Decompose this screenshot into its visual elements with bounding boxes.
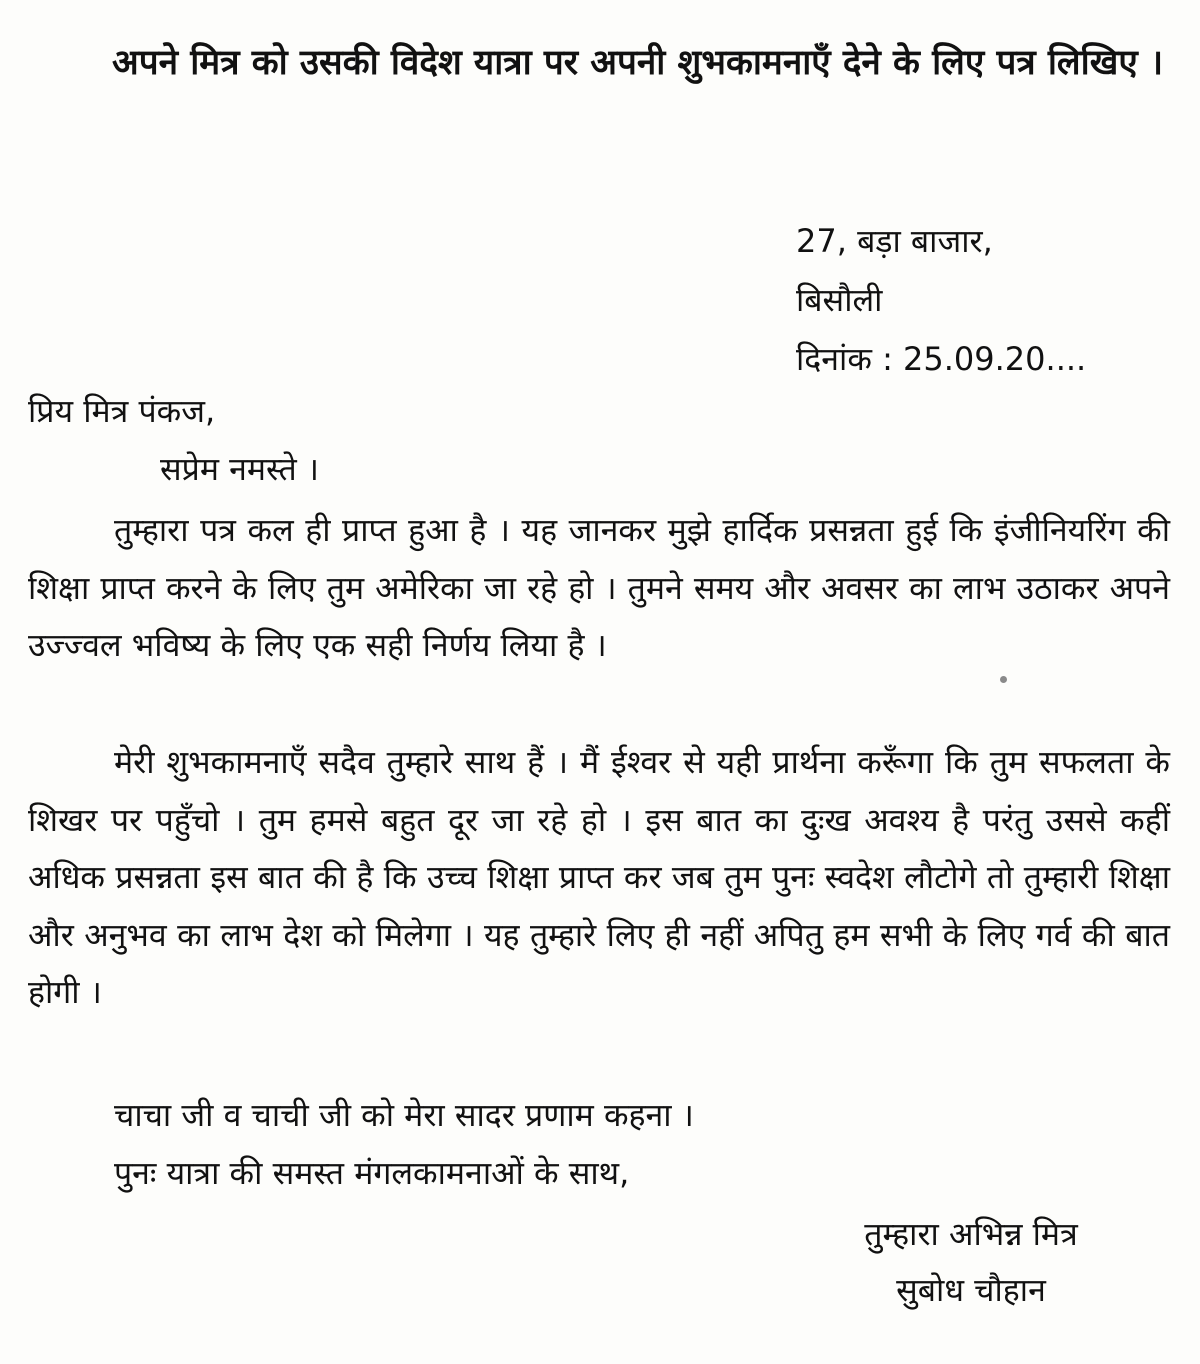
closing-line-regards: चाचा जी व चाची जी को मेरा सादर प्रणाम कहना । <box>114 1096 694 1134</box>
signature-line: तुम्हारा अभिन्न मित्र <box>864 1215 1078 1253</box>
paper-speck <box>1000 676 1007 683</box>
address-line-2: बिसौली <box>796 281 883 319</box>
body-paragraph-1: तुम्हारा पत्र कल ही प्राप्त हुआ है । यह जानकर मुझे हार्दिक प्रसन्नता हुई कि इंजीनियरिंग की शिक्षा प्राप्त करने के लिए तुम अमेरिका जा रहे हो । तुमने समय और अवसर का लाभ उठाकर अपने उज्ज्वल भविष्य के लिए एक सही निर्णय लिया है । <box>28 511 1170 664</box>
signature-name: सुबोध चौहान <box>896 1271 1046 1309</box>
sender-address <box>796 212 1086 389</box>
closing-line-wishes: पुनः यात्रा की समस्त मंगलकामनाओं के साथ, <box>114 1154 630 1192</box>
salutation: प्रिय मित्र पंकज, <box>28 392 216 430</box>
greeting: सप्रेम नमस्ते । <box>160 450 320 488</box>
body-paragraph-2: मेरी शुभकामनाएँ सदैव तुम्हारे साथ हैं । मैं ईश्वर से यही प्रार्थना करूँगा कि तुम सफलता के शिखर पर पहुँचो । तुम हमसे बहुत दूर जा रहे हो । इस बात का दुःख अवश्य है परंतु उससे कहीं अधिक प्रसन्नता इस बात की है कि उच्च शिक्षा प्राप्त कर जब तुम पुनः स्वदेश लौटोगे तो तुम्हारी शिक्षा और अनुभव का लाभ देश को मिलेगा । यह तुम्हारे लिए ही नहीं अपितु हम सभी के लिए गर्व की बात होगी । <box>28 743 1170 1011</box>
address-line-1: 27, बड़ा बाजार, <box>796 222 993 260</box>
letter-date: दिनांक : 25.09.20.... <box>796 340 1087 378</box>
signature-block <box>830 1206 1112 1318</box>
question-heading: अपने मित्र को उसकी विदेश यात्रा पर अपनी शुभकामनाएँ देने के लिए पत्र लिखिए । <box>112 43 1164 83</box>
